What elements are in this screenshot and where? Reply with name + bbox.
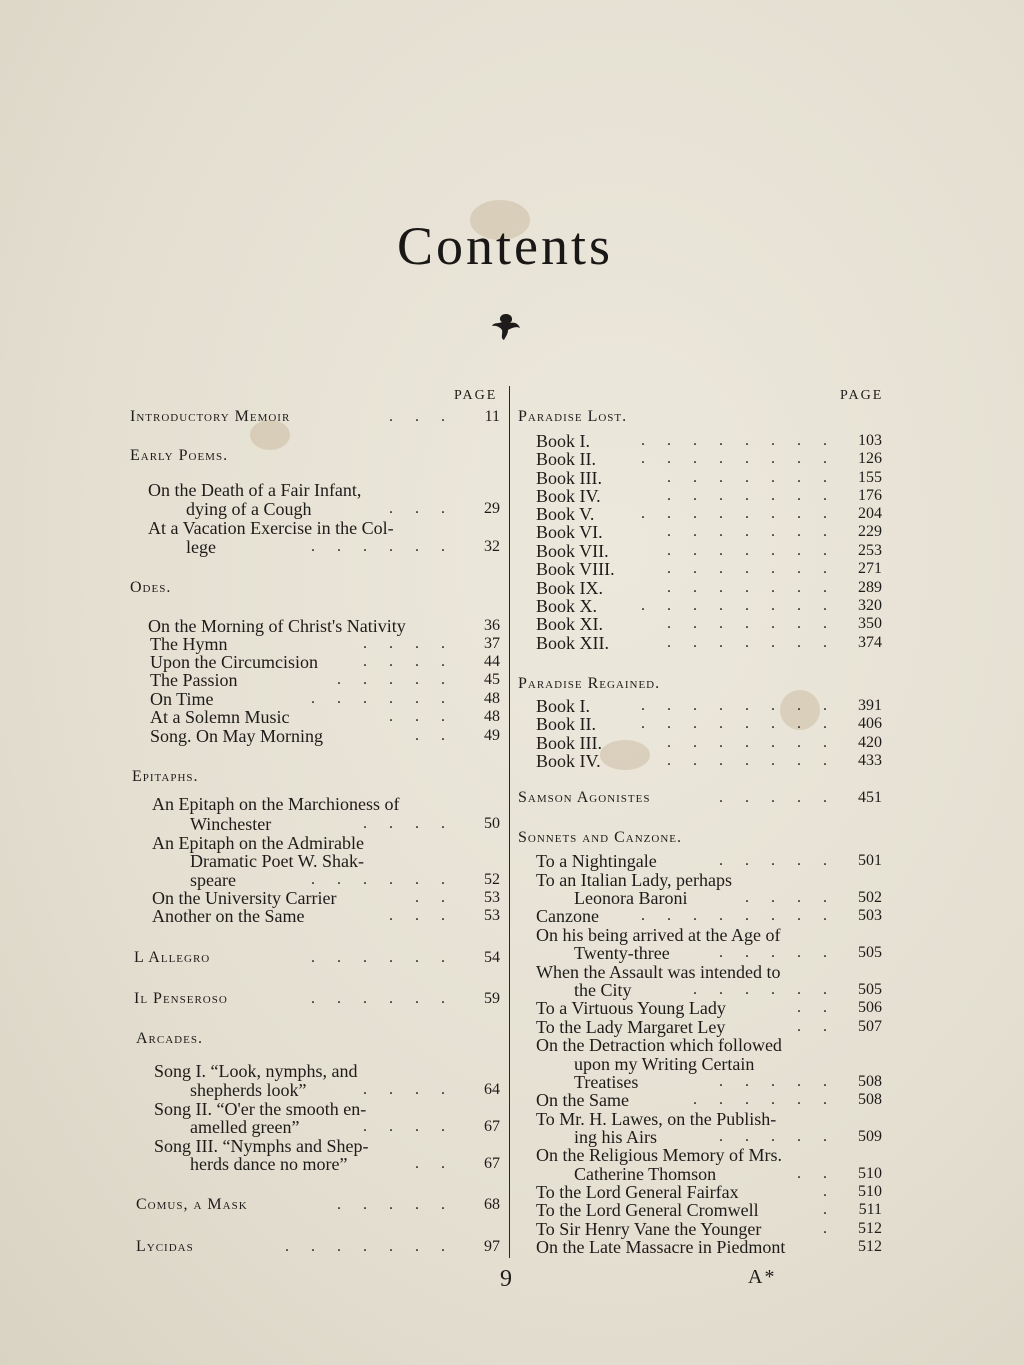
leader-dots: . . <box>797 999 836 1016</box>
toc-entry-title: Winchester <box>190 814 272 834</box>
leader-dots: . . . . . . . . <box>641 450 836 467</box>
toc-entry-title: Twenty-three <box>574 943 670 963</box>
toc-page-number: 510 <box>858 1183 882 1200</box>
leader-dots: . . . . . <box>719 1073 836 1090</box>
leader-dots: . . . . . <box>719 944 836 961</box>
toc-entry-title: Another on the Same <box>152 906 305 926</box>
toc-page-number: 54 <box>484 949 500 966</box>
page-number: 9 <box>500 1266 512 1292</box>
leader-dots: . . <box>797 1165 836 1182</box>
toc-section-title: Lycidas <box>136 1238 194 1255</box>
toc-page-number: 229 <box>858 523 882 540</box>
page-title: Contents <box>396 216 613 276</box>
toc-entry-title: Canzone <box>536 906 599 926</box>
toc-page-number: 451 <box>858 789 882 806</box>
toc-entry-title: Book VI. <box>536 522 603 542</box>
toc-page-number: 59 <box>484 990 500 1007</box>
leader-dots: . . . . . . . <box>667 542 836 559</box>
leader-dots: . . . . . <box>719 1128 836 1145</box>
toc-entry-title: shepherds look” <box>190 1080 307 1100</box>
toc-page-number: 505 <box>858 944 882 961</box>
toc-page-number: 36 <box>484 617 500 634</box>
toc-entry-title: Song. On May Morning <box>150 726 324 746</box>
toc-section-title: Odes. <box>130 579 172 596</box>
toc-entry-title: An Epitaph on the Admirable <box>152 833 364 853</box>
toc-page-number: 11 <box>484 408 500 425</box>
toc-page-number: 53 <box>484 907 500 924</box>
toc-entry-title: Book II. <box>536 449 596 469</box>
leader-dots: . . . . . . . <box>667 734 836 751</box>
leader-dots: . . . . . . . <box>285 1238 454 1255</box>
toc-page-number: 155 <box>858 469 882 486</box>
toc-entry-title: To a Nightingale <box>536 851 657 871</box>
leader-dots: . . . <box>389 408 454 425</box>
fleuron-ornament-icon <box>486 306 526 346</box>
signature-mark: A* <box>748 1266 777 1288</box>
toc-page-number: 50 <box>484 815 500 832</box>
leader-dots: . . . . <box>363 1118 454 1135</box>
leader-dots: . . . . . . . . <box>641 697 836 714</box>
leader-dots: . . . <box>389 907 454 924</box>
toc-section-title: Paradise Lost. <box>518 408 628 425</box>
leader-dots: . . . . . . . <box>667 487 836 504</box>
column-divider <box>509 386 510 1258</box>
leader-dots: . <box>823 1201 836 1218</box>
leader-dots: . . . . . . . . <box>641 715 836 732</box>
toc-entry-title: Book II. <box>536 714 596 734</box>
toc-page-number: 37 <box>484 635 500 652</box>
leader-dots: . . . . . <box>337 1196 454 1213</box>
leader-dots: . . <box>415 727 454 744</box>
toc-page-number: 204 <box>858 505 882 522</box>
toc-entry-title: The Passion <box>150 670 238 690</box>
toc-entry-title: To a Virtuous Young Lady <box>536 998 726 1018</box>
toc-entry-title: To an Italian Lady, perhaps <box>536 870 732 890</box>
toc-entry-title: At a Vacation Exercise in the Col- <box>148 518 394 538</box>
leader-dots: . <box>823 1183 836 1200</box>
toc-page-number: 45 <box>484 671 500 688</box>
leader-dots: . . <box>415 1155 454 1172</box>
leader-dots: . . . <box>389 500 454 517</box>
toc-entry-title: Leonora Baroni <box>574 888 688 908</box>
toc-page-number: 509 <box>858 1128 882 1145</box>
leader-dots: . . . . . . . <box>667 615 836 632</box>
toc-page-number: 29 <box>484 500 500 517</box>
toc-page-number: 505 <box>858 981 882 998</box>
leader-dots: . . . . . . <box>311 949 454 966</box>
toc-page-number: 32 <box>484 538 500 555</box>
toc-section-title: Il Penseroso <box>134 990 228 1007</box>
leader-dots: . . . . . <box>719 789 836 806</box>
toc-page-number: 512 <box>858 1238 882 1255</box>
toc-page-number: 48 <box>484 708 500 725</box>
toc-page-number: 253 <box>858 542 882 559</box>
leader-dots: . . . . . <box>337 671 454 688</box>
leader-dots: . . . . . . . <box>667 469 836 486</box>
toc-section-title: Arcades. <box>136 1030 203 1047</box>
toc-section-title: Samson Agonistes <box>518 789 651 806</box>
leader-dots: . . . . . . . <box>667 579 836 596</box>
toc-page-number: 97 <box>484 1238 500 1255</box>
leader-dots: . . . . . . <box>311 690 454 707</box>
toc-page-number: 512 <box>858 1220 882 1237</box>
toc-section-title: Early Poems. <box>130 447 229 464</box>
toc-section-title: Introductory Memoir <box>130 408 291 425</box>
toc-page-number: 52 <box>484 871 500 888</box>
leader-dots: . . <box>797 1018 836 1035</box>
toc-entry-title: On the Morning of Christ's Nativity <box>148 616 406 636</box>
leader-dots: . . . . . . <box>693 1091 836 1108</box>
toc-page-number: 67 <box>484 1155 500 1172</box>
right-page-label: PAGE <box>840 388 884 403</box>
toc-entry-title: Book VII. <box>536 541 609 561</box>
toc-entry-title: On the Religious Memory of Mrs. <box>536 1145 782 1165</box>
leader-dots: . . . . <box>363 653 454 670</box>
toc-entry-title: Book I. <box>536 696 590 716</box>
toc-entry-title: upon my Writing Certain <box>574 1054 755 1074</box>
toc-section-title: L Allegro <box>134 949 211 966</box>
toc-entry-title: An Epitaph on the Marchioness of <box>152 794 400 814</box>
toc-page-number: 350 <box>858 615 882 632</box>
toc-entry-title: At a Solemn Music <box>150 707 290 727</box>
leader-dots: . . . . . <box>719 852 836 869</box>
toc-entry-title: To Mr. H. Lawes, on the Publish- <box>536 1109 777 1129</box>
toc-entry-title: Book IV. <box>536 486 601 506</box>
leader-dots: . . . . . . . <box>667 523 836 540</box>
leader-dots: . . . . . . <box>311 990 454 1007</box>
toc-page-number: 176 <box>858 487 882 504</box>
toc-entry-title: To Sir Henry Vane the Younger <box>536 1219 762 1239</box>
toc-page-number: 289 <box>858 579 882 596</box>
toc-entry-title: Song III. “Nymphs and Shep- <box>154 1136 369 1156</box>
toc-entry-title: speare <box>190 870 236 890</box>
toc-page-number: 502 <box>858 889 882 906</box>
toc-entry-title: On the University Carrier <box>152 888 337 908</box>
leader-dots: . . . . . . <box>311 871 454 888</box>
leader-dots: . . . . . . <box>693 981 836 998</box>
toc-page-number: 508 <box>858 1091 882 1108</box>
leader-dots: . <box>823 1220 836 1237</box>
toc-page-number: 433 <box>858 752 882 769</box>
toc-page-number: 48 <box>484 690 500 707</box>
toc-page-number: 67 <box>484 1118 500 1135</box>
toc-entry-title: On his being arrived at the Age of <box>536 925 781 945</box>
toc-entry-title: Book XII. <box>536 633 609 653</box>
leader-dots: . . . . <box>363 815 454 832</box>
toc-entry-title: When the Assault was intended to <box>536 962 781 982</box>
toc-entry-title: To the Lady Margaret Ley <box>536 1017 726 1037</box>
toc-page-number: 391 <box>858 697 882 714</box>
toc-entry-title: Book X. <box>536 596 598 616</box>
toc-page-number: 503 <box>858 907 882 924</box>
leader-dots: . . . <box>389 708 454 725</box>
leader-dots: . . . . <box>363 635 454 652</box>
leader-dots: . . . . . . . . <box>641 597 836 614</box>
toc-page-number: 374 <box>858 634 882 651</box>
toc-entry-title: Book XI. <box>536 614 603 634</box>
leader-dots: . . . . . . . . <box>641 432 836 449</box>
toc-page-number: 420 <box>858 734 882 751</box>
leader-dots: . . <box>415 889 454 906</box>
toc-entry-title: Book III. <box>536 733 602 753</box>
toc-page-number: 44 <box>484 653 500 670</box>
toc-page-number: 511 <box>858 1201 882 1218</box>
toc-entry-title: the City <box>574 980 632 1000</box>
toc-entry-title: Dramatic Poet W. Shak- <box>190 851 364 871</box>
toc-entry-title: To the Lord General Fairfax <box>536 1182 739 1202</box>
toc-entry-title: ing his Airs <box>574 1127 658 1147</box>
toc-entry-title: On the Detraction which followed <box>536 1035 782 1055</box>
leader-dots: . . . . <box>363 1081 454 1098</box>
toc-entry-title: Book IV. <box>536 751 601 771</box>
toc-entry-title: Treatises <box>574 1072 639 1092</box>
toc-page-number: 64 <box>484 1081 500 1098</box>
leader-dots: . . . . . . . . <box>641 907 836 924</box>
toc-entry-title: To the Lord General Cromwell <box>536 1200 759 1220</box>
toc-entry-title: Song II. “O'er the smooth en- <box>154 1099 367 1119</box>
toc-entry-title: On Time <box>150 689 214 709</box>
toc-page-number: 510 <box>858 1165 882 1182</box>
toc-page-number: 68 <box>484 1196 500 1213</box>
toc-entry-title: Upon the Circumcision <box>150 652 318 672</box>
toc-entry-title: Book V. <box>536 504 595 524</box>
toc-page-number: 508 <box>858 1073 882 1090</box>
toc-page-number: 271 <box>858 560 882 577</box>
toc-entry-title: Book I. <box>536 431 590 451</box>
left-page-label: PAGE <box>454 388 498 403</box>
toc-entry-title: On the Death of a Fair Infant, <box>148 480 362 500</box>
leader-dots: . . . . . . . <box>667 634 836 651</box>
toc-page-number: 501 <box>858 852 882 869</box>
toc-entry-title: lege <box>186 537 216 557</box>
leader-dots: . . . . . . . <box>667 752 836 769</box>
toc-entry-title: Song I. “Look, nymphs, and <box>154 1061 358 1081</box>
toc-page-number: 49 <box>484 727 500 744</box>
toc-entry-title: The Hymn <box>150 634 228 654</box>
toc-page-number: 507 <box>858 1018 882 1035</box>
leader-dots: . . . . . . <box>311 538 454 555</box>
toc-entry-title: Book VIII. <box>536 559 615 579</box>
toc-page-number: 506 <box>858 999 882 1016</box>
leader-dots: . . . . . . . . <box>641 505 836 522</box>
toc-entry-title: Book III. <box>536 468 602 488</box>
toc-entry-title: dying of a Cough <box>186 499 312 519</box>
leader-dots: . . . . <box>745 889 836 906</box>
toc-page-number: 320 <box>858 597 882 614</box>
toc-page-number: 103 <box>858 432 882 449</box>
toc-page-number: 53 <box>484 889 500 906</box>
toc-entry-title: amelled green” <box>190 1117 300 1137</box>
toc-page-number: 406 <box>858 715 882 732</box>
toc-entry-title: On the Same <box>536 1090 629 1110</box>
toc-section-title: Sonnets and Canzone. <box>518 829 683 846</box>
toc-section-title: Paradise Regained. <box>518 675 661 692</box>
toc-entry-title: Book IX. <box>536 578 603 598</box>
toc-section-title: Epitaphs. <box>132 768 199 785</box>
toc-entry-title: herds dance no more” <box>190 1154 348 1174</box>
toc-section-title: Comus, a Mask <box>136 1196 248 1213</box>
toc-page-number: 126 <box>858 450 882 467</box>
leader-dots: . . . . . . . <box>667 560 836 577</box>
toc-entry-title: On the Late Massacre in Piedmont <box>536 1237 786 1257</box>
toc-entry-title: Catherine Thomson <box>574 1164 717 1184</box>
